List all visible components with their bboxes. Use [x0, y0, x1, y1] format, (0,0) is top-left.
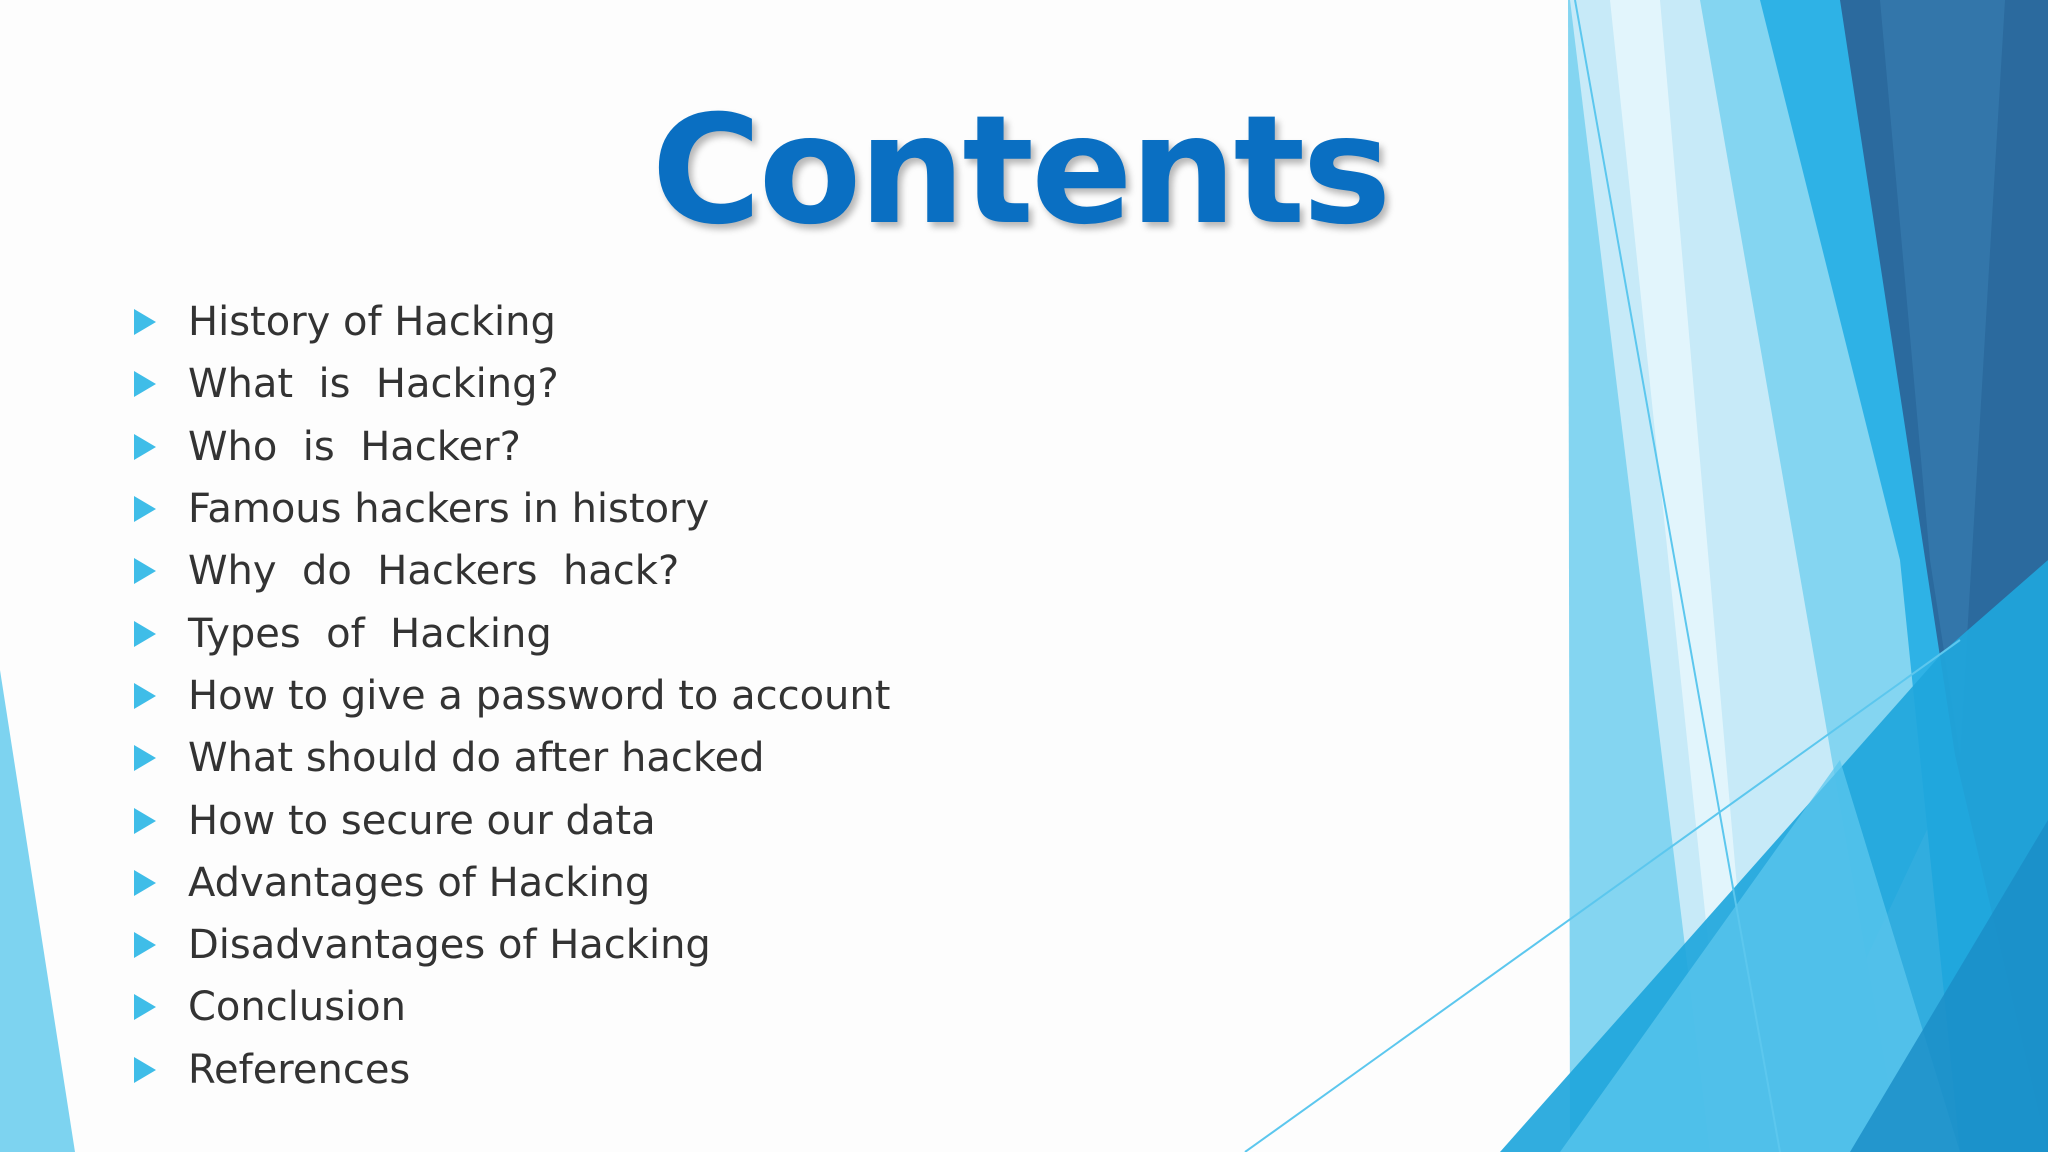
list-item-label: Famous hackers in history [188, 486, 710, 533]
triangle-bullet-icon [134, 496, 156, 522]
list-item-label: Advantages of Hacking [188, 859, 651, 906]
left-edge-shape [0, 670, 75, 1152]
triangle-bullet-icon [134, 683, 156, 709]
list-item-label: Disadvantages of Hacking [188, 922, 711, 969]
triangle-bullet-icon [134, 870, 156, 896]
list-item-label: References [188, 1046, 411, 1093]
triangle-bullet-icon [134, 558, 156, 584]
list-item [130, 727, 890, 789]
list-item [130, 665, 890, 727]
list-item [130, 852, 890, 914]
list-item-label: Why do Hackers hack? [188, 548, 680, 595]
list-item [130, 602, 890, 664]
list-item [130, 914, 890, 976]
triangle-bullet-icon [134, 994, 156, 1020]
triangle-bullet-icon [134, 434, 156, 460]
triangle-bullet-icon [134, 745, 156, 771]
list-item-label: History of Hacking [188, 299, 556, 346]
list-item-label: How to give a password to account [188, 672, 891, 719]
slide-title: Contents [651, 84, 1389, 258]
triangle-bullet-icon [134, 371, 156, 397]
triangle-bullet-icon [134, 932, 156, 958]
list-item [130, 353, 890, 415]
triangle-bullet-icon [134, 808, 156, 834]
list-item-label: What should do after hacked [188, 735, 765, 782]
list-item [130, 478, 890, 540]
list-item [130, 1039, 890, 1101]
list-item [130, 976, 890, 1038]
triangle-bullet-icon [134, 309, 156, 335]
list-item-label: What is Hacking? [188, 361, 559, 408]
triangle-bullet-icon [134, 621, 156, 647]
contents-list [130, 291, 890, 1101]
list-item [130, 789, 890, 851]
list-item [130, 291, 890, 353]
list-item-label: How to secure our data [188, 797, 656, 844]
list-item-label: Conclusion [188, 984, 406, 1031]
list-item-label: Who is Hacker? [188, 423, 521, 470]
list-item [130, 416, 890, 478]
list-item-label: Types of Hacking [188, 610, 552, 657]
list-item [130, 540, 890, 602]
triangle-bullet-icon [134, 1057, 156, 1083]
